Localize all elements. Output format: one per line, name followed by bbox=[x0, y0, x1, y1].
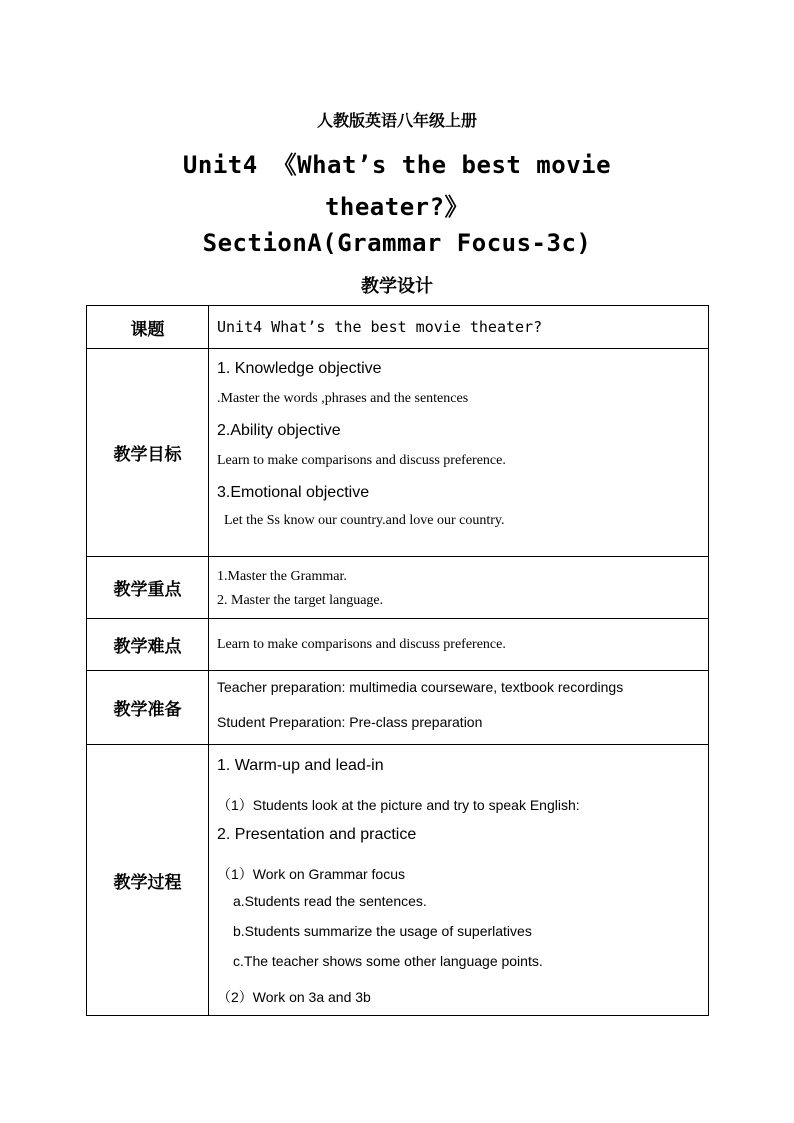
objective-heading-2: 2.Ability objective bbox=[217, 422, 341, 439]
label-topic: 课题 bbox=[87, 306, 209, 349]
row-topic bbox=[87, 306, 709, 349]
key-point-2: 2. Master the target language. bbox=[217, 593, 384, 608]
label-objectives: 教学目标 bbox=[87, 349, 209, 557]
document-subtitle: 人教版英语八年级上册 bbox=[316, 111, 477, 130]
row-difficulties bbox=[87, 619, 709, 671]
label-key-points: 教学重点 bbox=[87, 557, 209, 619]
key-point-1: 1.Master the Grammar. bbox=[217, 569, 347, 584]
difficulty-1: Learn to make comparisons and discuss preference. bbox=[217, 636, 506, 652]
row-preparation bbox=[87, 671, 709, 745]
process-substep-c: c.The teacher shows some other language points. bbox=[233, 953, 543, 969]
label-process: 教学过程 bbox=[87, 745, 209, 1016]
design-heading: 教学设计 bbox=[361, 276, 433, 297]
topic-value: Unit4 What’s the best movie theater? bbox=[217, 317, 543, 336]
process-step-3: （2）Work on 3a and 3b bbox=[217, 989, 371, 1005]
document-title-line-2: theater?》 bbox=[324, 193, 470, 221]
row-key-points bbox=[87, 557, 709, 619]
process-substep-a: a.Students read the sentences. bbox=[233, 893, 427, 909]
objective-text-1: .Master the words ,phrases and the sentences bbox=[217, 391, 469, 406]
document-title-line-1: Unit4 《What’s the best movie bbox=[182, 151, 612, 179]
teacher-preparation: Teacher preparation: multimedia courseware, textbook recordings bbox=[217, 679, 624, 695]
row-objectives bbox=[87, 349, 709, 557]
objective-text-3: Let the Ss know our country.and love our country. bbox=[224, 513, 505, 528]
label-preparation: 教学准备 bbox=[87, 671, 209, 745]
objective-heading-3: 3.Emotional objective bbox=[217, 484, 370, 501]
row-process bbox=[87, 745, 709, 1016]
student-preparation: Student Preparation: Pre-class preparation bbox=[217, 714, 483, 730]
label-difficulties: 教学难点 bbox=[87, 619, 209, 671]
cell-key-points bbox=[209, 557, 709, 619]
cell-preparation bbox=[209, 671, 709, 745]
document-title-line-3: SectionA(Grammar Focus-3c) bbox=[202, 229, 592, 257]
cell-objectives bbox=[209, 349, 709, 557]
process-substep-b: b.Students summarize the usage of superlatives bbox=[233, 923, 532, 939]
process-step-1: （1）Students look at the picture and try to speak English: bbox=[217, 797, 580, 813]
process-step-2: （1）Work on Grammar focus bbox=[217, 866, 406, 882]
process-heading-1: 1. Warm-up and lead-in bbox=[217, 757, 384, 774]
process-heading-2: 2. Presentation and practice bbox=[217, 826, 417, 843]
cell-process bbox=[209, 745, 709, 1016]
cell-topic bbox=[209, 306, 709, 349]
cell-difficulties bbox=[209, 619, 709, 671]
lesson-plan-table bbox=[86, 305, 709, 1016]
objective-heading-1: 1. Knowledge objective bbox=[217, 360, 382, 377]
objective-text-2: Learn to make comparisons and discuss preference. bbox=[217, 453, 506, 468]
